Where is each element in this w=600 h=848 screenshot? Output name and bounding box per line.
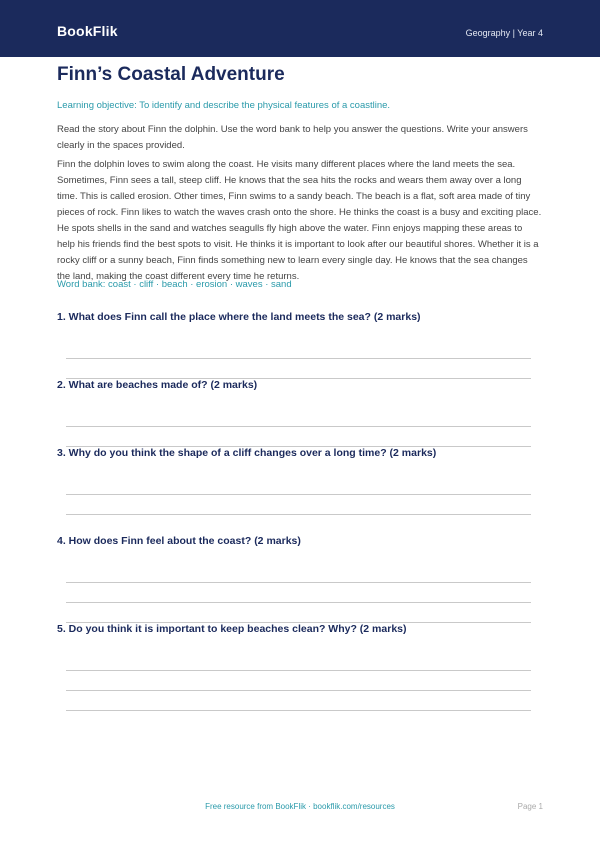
question-5: 5. Do you think it is important to keep beaches clean? Why? (2 marks) bbox=[57, 623, 407, 635]
question-4: 4. How does Finn feel about the coast? (2 marks) bbox=[57, 535, 301, 547]
answer-line[interactable] bbox=[66, 670, 531, 671]
subject-label: Geography | Year 4 bbox=[465, 28, 543, 38]
answer-line[interactable] bbox=[66, 710, 531, 711]
question-3: 3. Why do you think the shape of a cliff changes over a long time? (2 marks) bbox=[57, 447, 437, 459]
learning-objective: Learning objective: To identify and describe the physical features of a coastline. bbox=[57, 100, 391, 111]
worksheet-title: Finn’s Coastal Adventure bbox=[57, 64, 285, 85]
page-header bbox=[0, 0, 600, 57]
word-bank: Word bank: coast · cliff · beach · erosion · waves · sand bbox=[57, 279, 292, 290]
question-2: 2. What are beaches made of? (2 marks) bbox=[57, 379, 258, 391]
answer-line[interactable] bbox=[66, 602, 531, 603]
page-number: Page 1 bbox=[517, 802, 543, 811]
answer-line[interactable] bbox=[66, 514, 531, 515]
brand-logo: BookFlik bbox=[57, 23, 118, 39]
story-text: Finn the dolphin loves to swim along the coast. He visits many different places where the land meets the sea. Sometimes, Finn sees a tall, steep cliff. He knows that the sea hits the rocks and wears them away over a long time. This is called erosion. Other times, Finn swims to a sandy beach. The beach is a flat, soft area made of tiny pieces of rock. Finn likes to watch the waves crash onto the shore. He thinks the coast is a busy and exciting place. He spots shells in the sand and watches seagulls fly high above the water. Finn enjoys mapping these areas to help his friends find the best spots to visit. He thinks it is important to look after our beautiful shores. Whether it is a rocky cliff or a sunny beach, Finn finds something new to learn every single day. He knows that the sea changes the land, making the coast different every time he returns. bbox=[57, 159, 542, 282]
footer-credit: Free resource from BookFlik · bookflik.com/resources bbox=[205, 802, 395, 811]
answer-line[interactable] bbox=[66, 494, 531, 495]
answer-line[interactable] bbox=[66, 426, 531, 427]
question-1: 1. What does Finn call the place where the land meets the sea? (2 marks) bbox=[57, 311, 421, 323]
instructions-text: Read the story about Finn the dolphin. Use the word bank to help you answer the questions. Write your answers clearly in the spaces provided. bbox=[57, 124, 528, 151]
answer-line[interactable] bbox=[66, 358, 531, 359]
answer-line[interactable] bbox=[66, 582, 531, 583]
answer-line[interactable] bbox=[66, 690, 531, 691]
